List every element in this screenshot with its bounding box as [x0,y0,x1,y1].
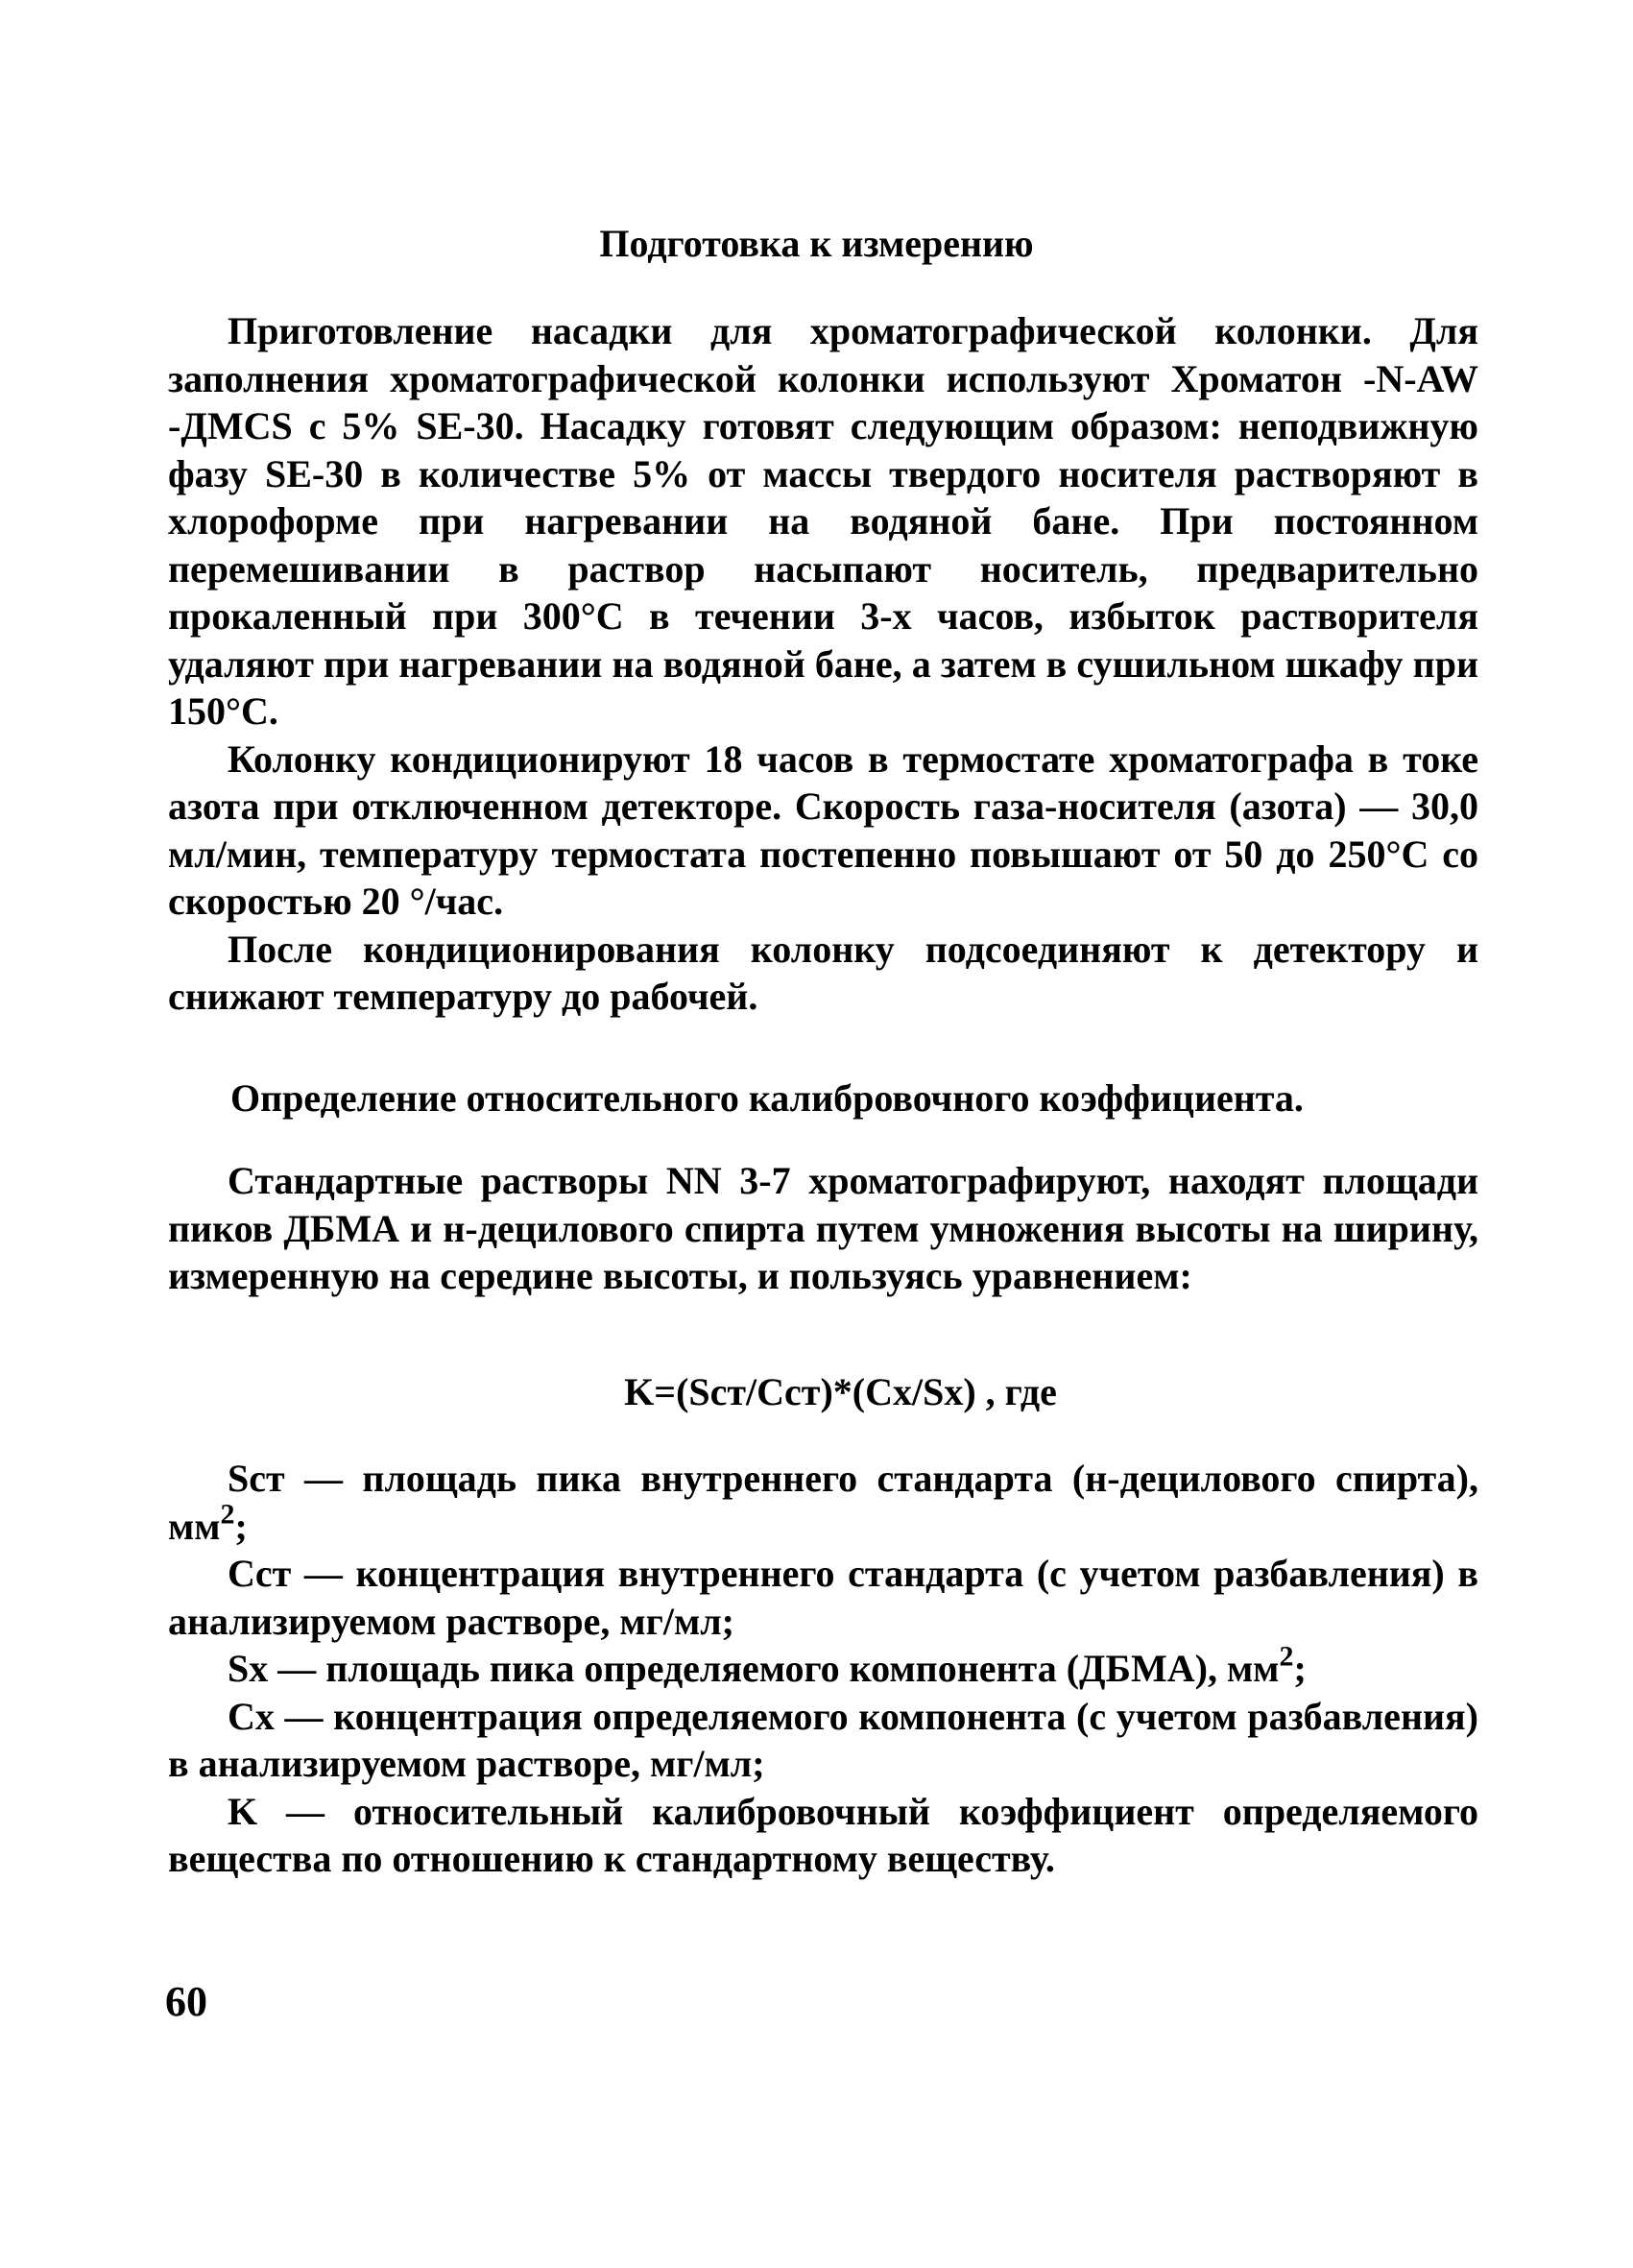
definition-sst-text: Scт — площадь пика внутреннего стандарта (н-децилового спирта), мм [168,1457,1478,1548]
definition-cx: Cx — концентрация определяемого компонента (с учетом разбавления) в анализируемом растворе, мг/мл; [168,1694,1478,1785]
section-heading-preparation: Подготовка к измерению [599,222,1034,265]
definition-sx [168,1640,1478,1693]
definition-sx-superscript: 2 [1279,1640,1294,1673]
paragraph-after-conditioning: После кондиционирования колонку подсоединяют к детектору и снижают температуру до рабочей. [168,927,1478,1018]
calibration-intro [168,1157,1478,1300]
calibration-formula: K=(Scт/Ccт)*(Cx/Sx) , где [624,1370,1057,1413]
paragraph-packing: Приготовление насадки для хроматографической колонки. Для заполнения хроматографической колонки используют Хроматон -N-AW -ДMCS с 5% SE-30. Насадку готовят следующим образом: неподвижную фазу SE-30 в количестве 5% от массы твердого носителя растворяют в хлороформе при нагревании на водяной бане. При постоянном перемешивании в раствор насыпают носитель, предварительно прокаленный при 300°C в течении 3-х часов, избыток растворителя удаляют при нагревании на водяной бане, а затем в сушильном шкафу при 150°C. [168,309,1478,733]
page-number: 60 [165,1978,207,2025]
definition-sx-tail: ; [1293,1647,1307,1690]
preparation-text [168,307,1478,1021]
definition-sx-text: Sx — площадь пика определяемого компонента (ДБМА), мм [228,1647,1280,1690]
definition-sst-tail: ; [234,1504,248,1548]
definition-cst: Ccт — концентрация внутреннего стандарта (с учетом разбавления) в анализируемом растворе, мг/мл; [168,1552,1478,1643]
paragraph-conditioning: Колонку кондиционируют 18 часов в термостате хроматографа в токе азота при отключенном детекторе. Скорость газа-носителя (азота) — 30,0 мл/мин, температуру термостата постепенно повышают от 50 до 250°C со скоростью 20 °/час. [168,736,1478,923]
formula-definitions [168,1455,1478,1883]
definition-k: K — относительный калибровочный коэффициент определяемого вещества по отношению к стандартному веществу. [168,1789,1478,1880]
definition-sst [168,1455,1478,1550]
section-heading-calibration: Определение относительного калибровочного коэффициента. [230,1076,1304,1120]
paragraph-calibration-intro: Стандартные растворы NN 3-7 хроматографируют, находят площади пиков ДБМА и н-децилового спирта путем умножения высоты на ширину, измеренную на середине высоты, и пользуясь уравнением: [168,1159,1478,1297]
definition-sst-superscript: 2 [220,1498,235,1530]
